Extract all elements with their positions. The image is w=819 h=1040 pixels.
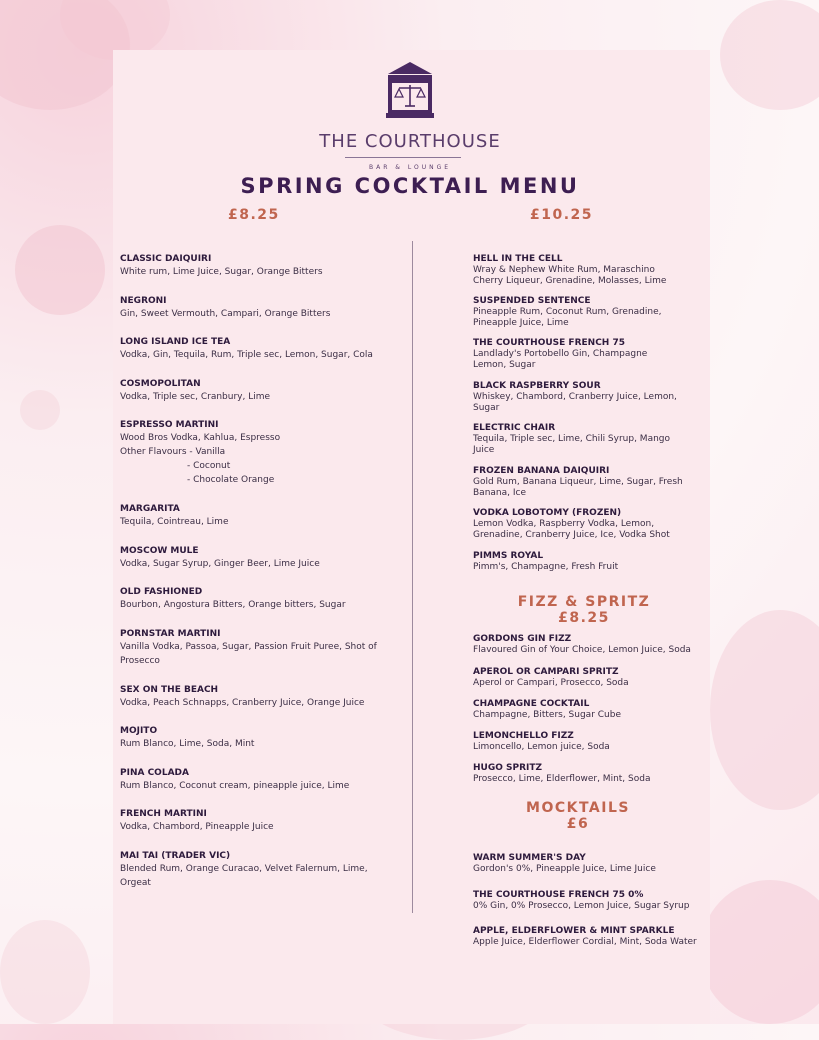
item-name: VODKA LOBOTOMY (FROZEN) (473, 508, 622, 518)
item-name: ESPRESSO MARTINI (120, 420, 219, 430)
item-description: Limoncello, Lemon juice, Soda (473, 742, 610, 752)
item-description: Vodka, Peach Schnapps, Cranberry Juice, Orange Juice (120, 698, 365, 708)
item-description: Cherry Liqueur, Grenadine, Molasses, Lime (473, 275, 667, 286)
item-name: FROZEN BANANA DAIQUIRI (473, 466, 610, 476)
item-name: LEMONCHELLO FIZZ (473, 731, 574, 741)
fizz-price: £8.25 (558, 610, 610, 626)
item-name: BLACK RASPBERRY SOUR (473, 381, 601, 391)
item-description: Champagne, Bitters, Sugar Cube (473, 710, 621, 720)
blossom-decoration (15, 225, 105, 315)
menu-item (120, 684, 395, 710)
item-description: Gold Rum, Banana Liqueur, Lime, Sugar, Fresh (473, 477, 683, 487)
item-description: Vanilla Vodka, Passoa, Sugar, Passion Fruit Puree, Shot of (120, 642, 377, 652)
menu-item (473, 337, 748, 370)
item-description: Vodka, Sugar Syrup, Ginger Beer, Lime Juice (120, 559, 320, 569)
menu-item (120, 336, 395, 362)
item-name: HELL IN THE CELL (473, 254, 563, 264)
item-description: Tequila, Triple sec, Lime, Chili Syrup, Mango (473, 434, 671, 444)
left-column-price: £8.25 (228, 207, 280, 223)
menu-item (120, 767, 395, 793)
item-name: CHAMPAGNE COCKTAIL (473, 699, 590, 709)
menu-item (473, 465, 748, 498)
item-description: Blended Rum, Orange Curacao, Velvet Falernum, Lime, (120, 864, 368, 874)
item-name: MARGARITA (120, 504, 180, 514)
item-name: WARM SUMMER'S DAY (473, 853, 586, 863)
item-description: Rum Blanco, Coconut cream, pineapple juice, Lime (120, 781, 350, 791)
menu-item (120, 503, 395, 529)
item-description: Juice (473, 444, 495, 455)
item-description: Apple Juice, Elderflower Cordial, Mint, Soda Water (473, 937, 697, 947)
item-name: HUGO SPRITZ (473, 763, 543, 773)
courthouse-scales-icon (385, 60, 435, 120)
item-description: Orgeat (120, 878, 151, 888)
item-description: 0% Gin, 0% Prosecco, Lemon Juice, Sugar Syrup (473, 901, 690, 911)
item-description: White rum, Lime Juice, Sugar, Orange Bitters (120, 267, 323, 277)
item-description: Banana, Ice (473, 487, 526, 498)
item-description: Gordon's 0%, Pineapple Juice, Lime Juice (473, 864, 656, 874)
item-description: Lemon Vodka, Raspberry Vodka, Lemon, (473, 519, 655, 529)
fizz-section-heading (473, 594, 695, 626)
menu-item (473, 666, 748, 689)
item-name: NEGRONI (120, 296, 167, 306)
mocktails-price: £6 (566, 816, 590, 832)
menu-item (120, 586, 395, 612)
item-description: Bourbon, Angostura Bitters, Orange bitters, Sugar (120, 600, 346, 610)
item-name: PINA COLADA (120, 768, 189, 778)
item-description: Vodka, Triple sec, Cranbury, Lime (120, 392, 271, 402)
item-description: Wray & Nephew White Rum, Maraschino (473, 265, 655, 275)
item-name: FRENCH MARTINI (120, 809, 207, 819)
menu-item (473, 422, 748, 455)
brand-subtitle: BAR & LOUNGE (368, 164, 452, 171)
item-description: Tequila, Cointreau, Lime (120, 517, 229, 527)
item-description: Whiskey, Chambord, Cranberry Juice, Lemon, (473, 392, 677, 402)
brand-name: THE COURTHOUSE (319, 131, 501, 152)
item-name: MOSCOW MULE (120, 546, 199, 556)
menu-item (120, 725, 395, 751)
item-name: PIMMS ROYAL (473, 551, 544, 561)
item-description: Pineapple Juice, Lime (473, 317, 569, 328)
menu-item (473, 380, 748, 413)
item-description: Pineapple Rum, Coconut Rum, Grenadine, (473, 307, 662, 317)
menu-item (473, 633, 748, 656)
menu-item (473, 698, 748, 721)
item-description: Grenadine, Cranberry Juice, Ice, Vodka Shot (473, 529, 670, 540)
menu-item (120, 295, 395, 321)
menu-item (473, 295, 748, 328)
menu-item (120, 253, 395, 279)
menu-item (120, 378, 395, 404)
column-divider (412, 241, 413, 913)
item-description: - Coconut (187, 461, 231, 471)
item-name: SUSPENDED SENTENCE (473, 296, 591, 306)
item-name: OLD FASHIONED (120, 587, 203, 597)
item-name: SEX ON THE BEACH (120, 685, 219, 695)
menu-title: SPRING COCKTAIL MENU (240, 174, 580, 198)
menu-item (473, 852, 748, 875)
item-description: Other Flavours - Vanilla (120, 447, 226, 457)
item-description: Prosecco, Lime, Elderflower, Mint, Soda (473, 774, 651, 784)
blossom-decoration (720, 0, 819, 110)
menu-item (473, 550, 748, 573)
item-name: COSMOPOLITAN (120, 379, 201, 389)
item-name: APEROL OR CAMPARI SPRITZ (473, 667, 619, 677)
item-name: GORDONS GIN FIZZ (473, 634, 572, 644)
item-description: Aperol or Campari, Prosecco, Soda (473, 678, 629, 688)
menu-item (473, 730, 748, 753)
item-name: THE COURTHOUSE FRENCH 75 (473, 338, 625, 348)
menu-item (120, 628, 395, 668)
item-name: LONG ISLAND ICE TEA (120, 337, 231, 347)
blossom-decoration (0, 920, 90, 1024)
item-description: Prosecco (120, 656, 160, 666)
item-description: Wood Bros Vodka, Kahlua, Espresso (120, 433, 281, 443)
menu-item (120, 850, 395, 890)
item-description: Rum Blanco, Lime, Soda, Mint (120, 739, 255, 749)
item-name: MOJITO (120, 726, 158, 736)
item-description: - Chocolate Orange (187, 475, 275, 485)
item-description: Flavoured Gin of Your Choice, Lemon Juice, Soda (473, 645, 691, 655)
mocktails-section-heading (467, 800, 689, 832)
item-description: Vodka, Gin, Tequila, Rum, Triple sec, Lemon, Sugar, Cola (120, 350, 373, 360)
item-name: APPLE, ELDERFLOWER & MINT SPARKLE (473, 926, 675, 936)
item-name: MAI TAI (TRADER VIC) (120, 851, 231, 861)
item-description: Vodka, Chambord, Pineapple Juice (120, 822, 274, 832)
menu-item (473, 507, 748, 540)
fizz-title: FIZZ & SPRITZ (517, 594, 651, 610)
blossom-decoration (20, 390, 60, 430)
menu-item (473, 253, 748, 286)
item-name: ELECTRIC CHAIR (473, 423, 556, 433)
item-description: Sugar (473, 402, 500, 413)
menu-item (473, 762, 748, 785)
menu-item (120, 808, 395, 834)
item-description: Lemon, Sugar (473, 359, 536, 370)
menu-item (120, 419, 395, 487)
menu-item (120, 545, 395, 571)
item-description: Gin, Sweet Vermouth, Campari, Orange Bitters (120, 309, 331, 319)
right-column-price: £10.25 (530, 207, 594, 223)
item-description: Landlady's Portobello Gin, Champagne (473, 349, 648, 359)
item-name: THE COURTHOUSE FRENCH 75 0% (473, 890, 644, 900)
item-name: CLASSIC DAIQUIRI (120, 254, 212, 264)
brand-divider (345, 157, 461, 158)
menu-item (473, 925, 723, 948)
menu-item (473, 889, 748, 912)
item-description: Pimm's, Champagne, Fresh Fruit (473, 562, 619, 572)
mocktails-title: MOCKTAILS (526, 800, 630, 816)
item-name: PORNSTAR MARTINI (120, 629, 221, 639)
